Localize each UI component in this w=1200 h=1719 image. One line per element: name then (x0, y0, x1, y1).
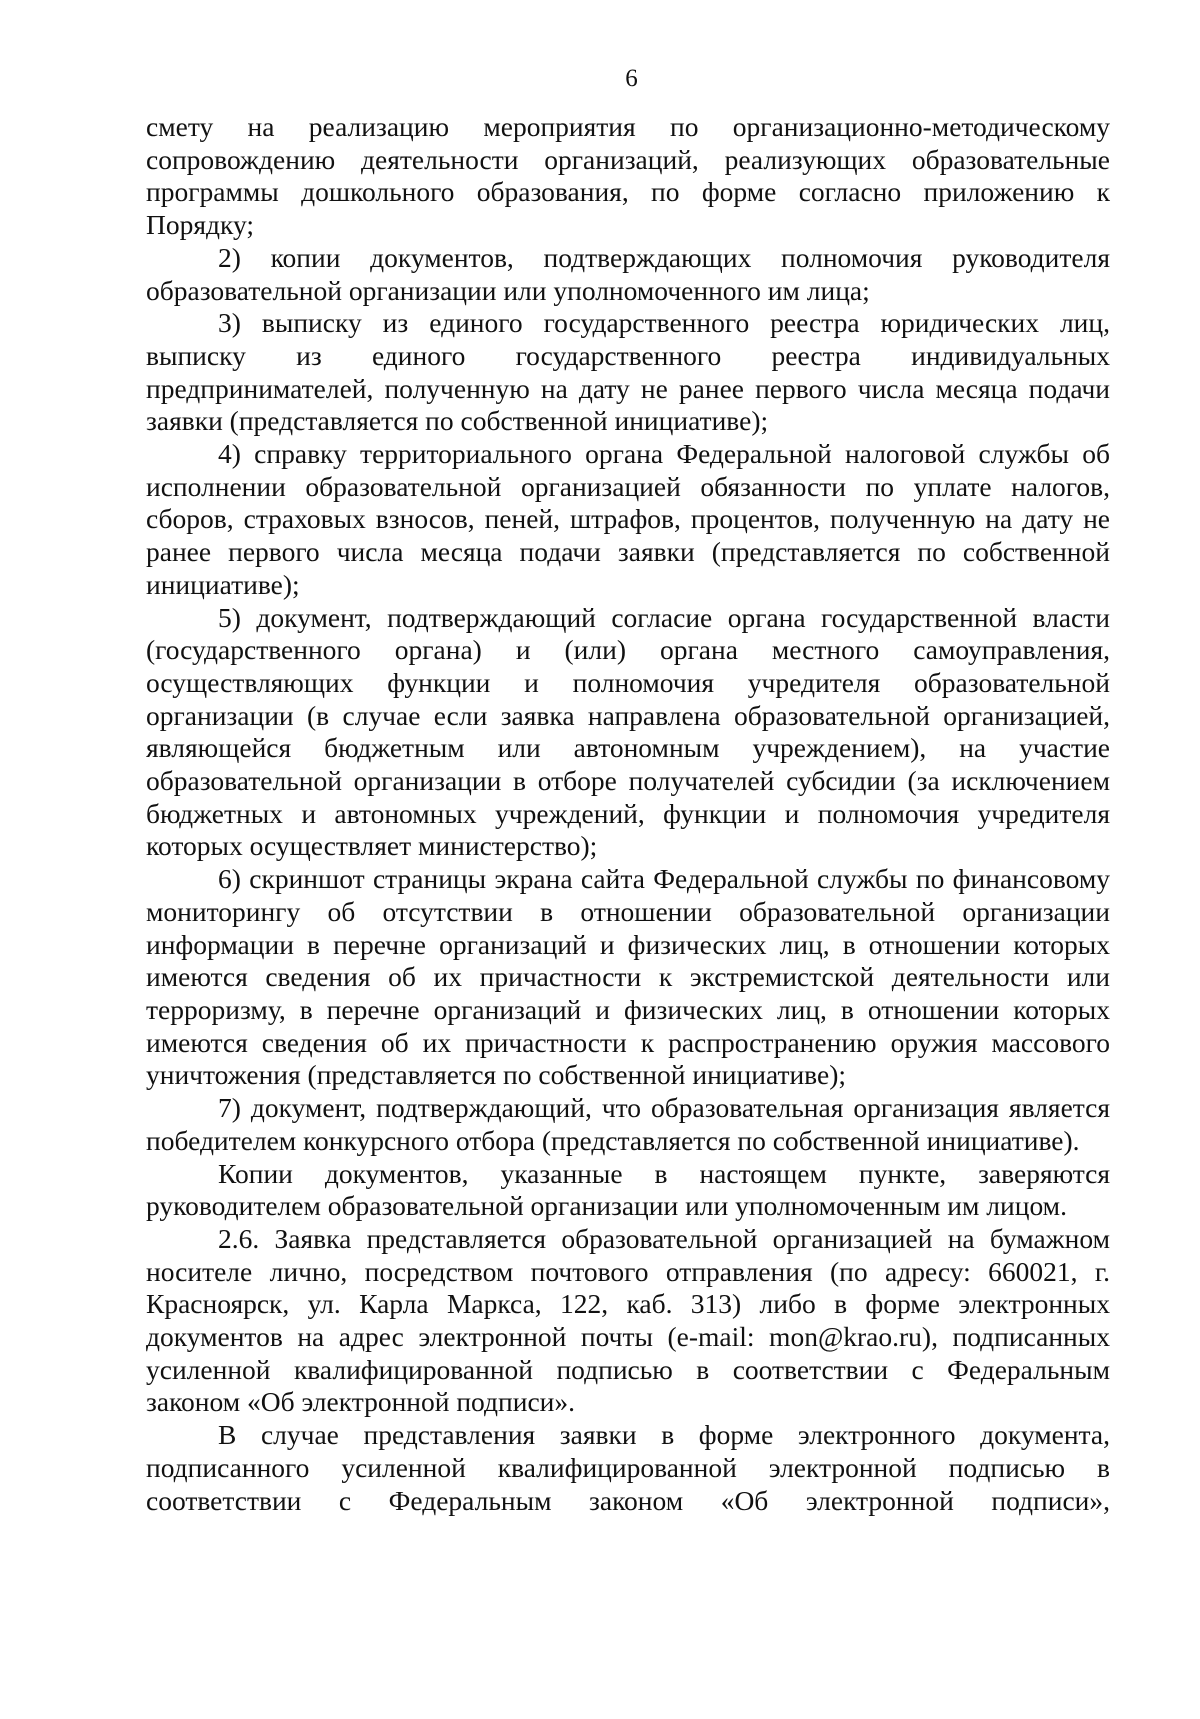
paragraph-item-5: 5) документ, подтверждающий согласие органа государственной власти (государственного органа) и (или) органа местного самоуправления, осуществляющих функции и полномочия учредителя образовательной организации (в случае если заявка направлена образовательной организацией, являющейся бюджетным или автономным учреждением), на участие образовательной организации в отборе получателей субсидии (за исключением бюджетных и автономных учреждений, функции и полномочия учредителя которых осуществляет министерство); (146, 601, 1110, 862)
paragraph-electronic: В случае представления заявки в форме электронного документа, подписанного усиленной квалифицированной электронной подписью в соответствии с Федеральным законом «Об электронной подписи», (146, 1419, 1110, 1516)
paragraph-estimate: смету на реализацию мероприятия по организационно-методическому сопровождению деятельности организаций, реализующих образовательные программы дошкольного образования, по форме согласно приложению к Порядку; (146, 111, 1110, 241)
paragraph-item-7: 7) документ, подтверждающий, что образовательная организация является победителем конкурсного отбора (представляется по собственной инициативе). (146, 1092, 1110, 1156)
paragraph-item-4: 4) справку территориального органа Федеральной налоговой службы об исполнении образовательной организацией обязанности по уплате налогов, сборов, страховых взносов, пеней, штрафов, процентов, полученную на дату не ранее первого числа месяца подачи заявки (представляется по собственной инициативе); (146, 438, 1110, 600)
paragraph-item-2: 2) копии документов, подтверждающих полномочия руководителя образовательной организации или уполномоченного им лица; (146, 241, 1110, 306)
paragraph-item-3: 3) выписку из единого государственного реестра юридических лиц, выписку из единого государственного реестра индивидуальных предпринимателей, полученную на дату не ранее первого числа месяца подачи заявки (представляется по собственной инициативе); (146, 307, 1110, 437)
paragraph-2-6: 2.6. Заявка представляется образовательной организацией на бумажном носителе лично, посредством почтового отправления (по адресу: 660021, г. Красноярск, ул. Карла Маркса, 122, каб. 313) либо в форме электронных документов на адрес электронной почты (e-mail: mon@krao.ru), подписанных усиленной квалифицированной подписью в соответствии с Федеральным законом «Об электронной подписи». (146, 1222, 1110, 1418)
paragraph-item-6: 6) скриншот страницы экрана сайта Федеральной службы по финансовому мониторингу об отсутствии в отношении образовательной организации информации в перечне организаций и физических лиц, в отношении которых имеются сведения об их причастности к экстремистской деятельности или терроризму, в перечне организаций и физических лиц, в отношении которых имеются сведения об их причастности к распространению оружия массового уничтожения (представляется по собственной инициативе); (146, 863, 1110, 1091)
document-body (146, 111, 1110, 1517)
paragraph-copies: Копии документов, указанные в настоящем пункте, заверяются руководителем образовательной организации или уполномоченным им лицом. (146, 1157, 1110, 1222)
page-number: 6 (625, 65, 638, 92)
